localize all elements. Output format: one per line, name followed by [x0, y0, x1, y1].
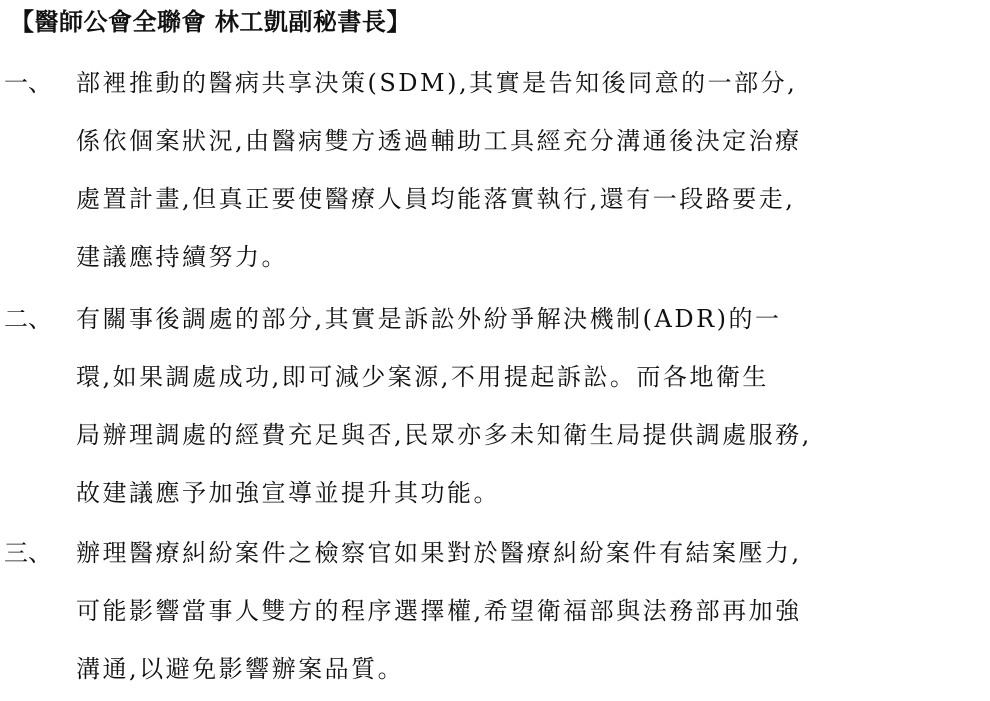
item-line: 可能影響當事人雙方的程序選擇權,希望衛福部與法務部再加強	[76, 597, 802, 625]
item-marker: 一、	[4, 69, 52, 97]
item-line: 辦理醫療糾紛案件之檢察官如果對於醫療糾紛案件有結案壓力,	[76, 539, 802, 567]
item-line: 有關事後調處的部分,其實是訴訟外紛爭解決機制(ADR)的一	[76, 305, 782, 333]
item-line: 處置計畫,但真正要使醫療人員均能落實執行,還有一段路要走,	[76, 185, 796, 213]
item-line: 溝通,以避免影響辦案品質。	[76, 655, 405, 683]
item-marker: 三、	[4, 539, 52, 567]
item-line: 故建議應予加強宣導並提升其功能。	[76, 479, 500, 507]
speaker-heading: 【醫師公會全聯會 林工凱副秘書長】	[10, 7, 411, 36]
item-line: 係依個案狀況,由醫病雙方透過輔助工具經充分溝通後決定治療	[76, 127, 802, 155]
item-line: 環,如果調處成功,即可減少案源,不用提起訴訟。而各地衛生	[76, 363, 769, 391]
item-line: 部裡推動的醫病共享決策(SDM),其實是告知後同意的一部分,	[76, 69, 798, 97]
item-line: 建議應持續努力。	[76, 243, 288, 271]
item-marker: 二、	[4, 305, 52, 333]
item-line: 局辦理調處的經費充足與否,民眾亦多未知衛生局提供調處服務,	[76, 421, 812, 449]
